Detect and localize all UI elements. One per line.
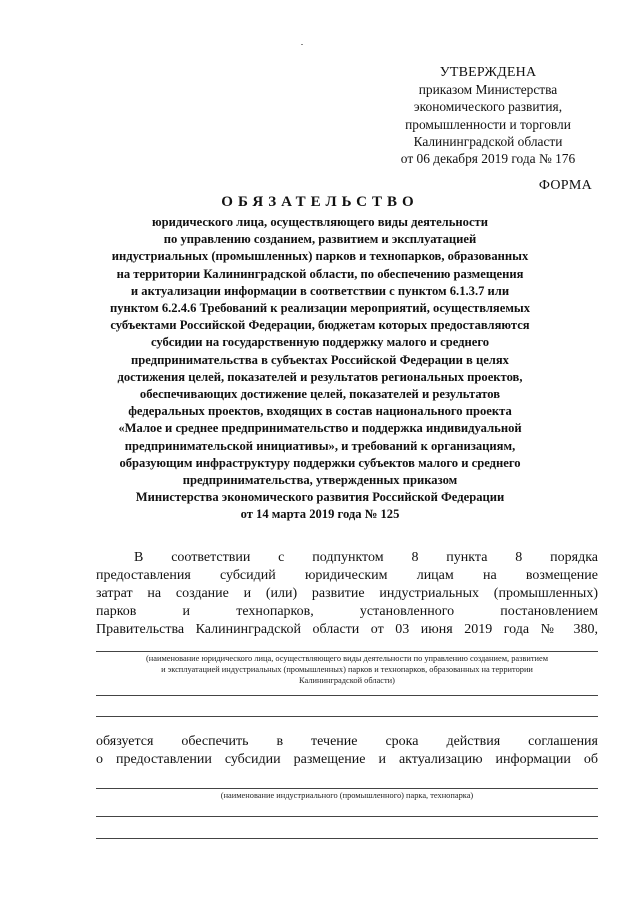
subtitle-line: пунктом 6.2.4.6 Требований к реализации мероприятий, осуществляемых xyxy=(109,301,531,316)
document-subtitle xyxy=(80,214,560,524)
fill-in-line[interactable] xyxy=(96,716,598,717)
paragraph-line: о предоставлении субсидии размещение и актуализацию информации об xyxy=(96,752,598,767)
approval-line: экономического развития, xyxy=(413,99,563,115)
subtitle-line: предпринимательской инициативы», и требований к организациям, xyxy=(124,438,516,453)
fill-in-line[interactable] xyxy=(96,651,598,652)
fill-in-line[interactable] xyxy=(96,816,598,817)
approval-block xyxy=(380,64,596,167)
paragraph-line: предоставления субсидий юридическим лицам на возмещение xyxy=(96,568,598,583)
subtitle-line: от 14 марта 2019 года № 125 xyxy=(240,507,400,522)
fill-in-line[interactable] xyxy=(96,838,598,839)
subtitle-line: федеральных проектов, входящих в состав национального проекта xyxy=(128,404,512,419)
caption-legal-entity xyxy=(96,653,598,686)
subtitle-line: на территории Калининградской области, по обеспечению размещения xyxy=(116,266,524,281)
subtitle-line: субъектами Российской Федерации, бюджетам которых предоставляются xyxy=(110,318,530,333)
scan-mark xyxy=(301,44,303,45)
approval-heading: УТВЕРЖДЕНА xyxy=(439,65,537,80)
caption-line: (наименование юридического лица, осуществляющего виды деятельности по управлению созданием, развитием xyxy=(145,654,548,663)
approval-line: от 06 декабря 2019 года № 176 xyxy=(400,151,576,167)
document-title: ОБЯЗАТЕЛЬСТВО xyxy=(221,194,419,210)
subtitle-line: по управлению созданием, развитием и эксплуатацией xyxy=(163,232,477,247)
form-label: ФОРМА xyxy=(538,178,592,193)
approval-line: промышленности и торговли xyxy=(405,116,571,132)
subtitle-line: индустриальных (промышленных) парков и технопарков, образованных xyxy=(111,249,529,264)
subtitle-line: образующим инфраструктуру поддержки субъектов малого и среднего xyxy=(119,455,521,470)
caption-line: (наименование индустриального (промышленного) парка, технопарка) xyxy=(220,791,474,800)
paragraph-line: В соответствии с подпунктом 8 пункта 8 порядка xyxy=(134,550,598,565)
paragraph-line: Правительства Калининградской области от 03 июня 2019 года № 380, xyxy=(96,622,598,637)
body-paragraph-1 xyxy=(96,549,598,639)
caption-line: Калининградской области) xyxy=(299,676,395,685)
caption-park-name xyxy=(96,790,598,801)
fill-in-line[interactable] xyxy=(96,695,598,696)
body-paragraph-2 xyxy=(96,733,598,769)
paragraph-line: обязуется обеспечить в течение срока действия соглашения xyxy=(96,734,598,749)
subtitle-line: Министерства экономического развития Российской Федерации xyxy=(135,490,505,505)
subtitle-line: предпринимательства, утвержденных приказом xyxy=(182,473,458,488)
subtitle-line: юридического лица, осуществляющего виды деятельности xyxy=(151,215,488,229)
subtitle-line: и актуализации информации в соответствии с пунктом 6.1.3.7 или xyxy=(130,283,510,298)
subtitle-line: предпринимательства в субъектах Российской Федерации в целях xyxy=(131,352,509,367)
subtitle-line: обеспечивающих достижение целей, показателей и результатов xyxy=(139,387,501,402)
approval-line: приказом Министерства xyxy=(418,82,558,98)
subtitle-line: субсидии на государственную поддержку малого и среднего xyxy=(150,335,490,350)
approval-line: Калининградской области xyxy=(413,133,563,149)
subtitle-line: достижения целей, показателей и результатов региональных проектов, xyxy=(117,369,523,384)
paragraph-line: парков и технопарков, установленного постановлением xyxy=(96,604,598,619)
caption-line: и эксплуатацией индустриальных (промышленных) парков и технопарков, образованных на территории xyxy=(161,665,533,674)
paragraph-line: затрат на создание и (или) развитие индустриальных (промышленных) xyxy=(96,586,598,601)
subtitle-line: «Малое и среднее предпринимательство и поддержка индивидуальной xyxy=(118,421,522,436)
fill-in-line[interactable] xyxy=(96,788,598,789)
